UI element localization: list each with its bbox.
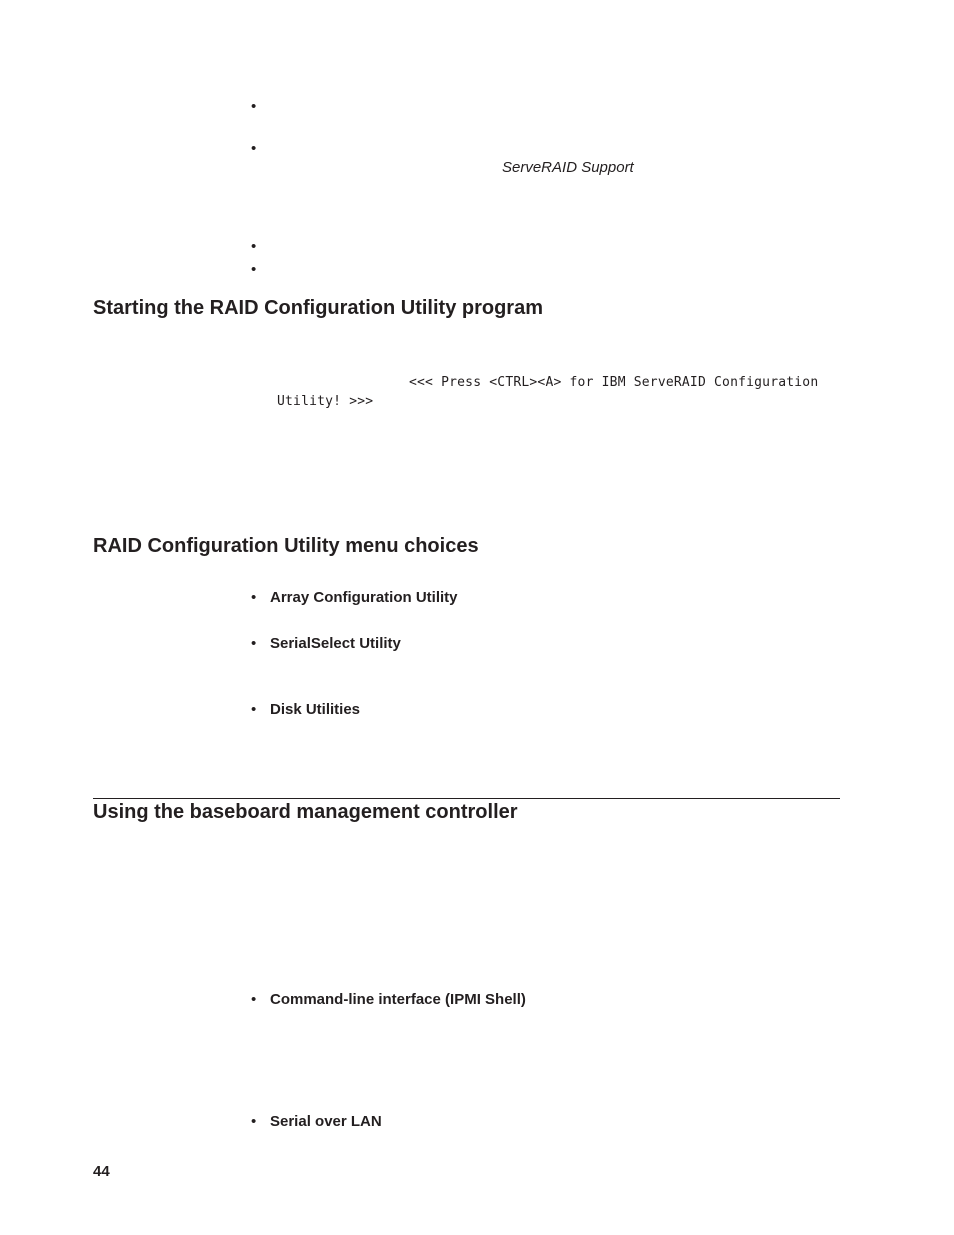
section-divider bbox=[93, 798, 840, 799]
bmc-option-label: Serial over LAN bbox=[270, 1113, 382, 1130]
ctrl-a-prompt-line1: <<< Press <CTRL><A> for IBM ServeRAID Configuration bbox=[409, 375, 819, 390]
bullet-marker: • bbox=[251, 589, 257, 606]
section-heading: Using the baseboard management controller bbox=[93, 801, 518, 823]
menu-choice-label: SerialSelect Utility bbox=[270, 635, 401, 652]
bullet-marker: • bbox=[251, 991, 257, 1008]
bullet-marker: • bbox=[251, 140, 257, 157]
page-number: 44 bbox=[93, 1163, 110, 1180]
bullet-marker: • bbox=[251, 98, 257, 115]
bullet-marker: • bbox=[251, 238, 257, 255]
section-heading: Starting the RAID Configuration Utility program bbox=[93, 297, 543, 319]
ctrl-a-prompt-line2: Utility! >>> bbox=[277, 394, 374, 409]
menu-choice-label: Disk Utilities bbox=[270, 701, 361, 718]
bullet-marker: • bbox=[251, 635, 257, 652]
bullet-marker: • bbox=[251, 261, 257, 278]
bullet-marker: • bbox=[251, 1113, 257, 1130]
bmc-option-label: Command-line interface (IPMI Shell) bbox=[270, 991, 526, 1008]
serveraid-support-reference: ServeRAID Support bbox=[502, 159, 634, 176]
section-heading: RAID Configuration Utility menu choices bbox=[93, 535, 479, 557]
bullet-marker: • bbox=[251, 701, 257, 718]
menu-choice-label: Array Configuration Utility bbox=[270, 589, 458, 606]
